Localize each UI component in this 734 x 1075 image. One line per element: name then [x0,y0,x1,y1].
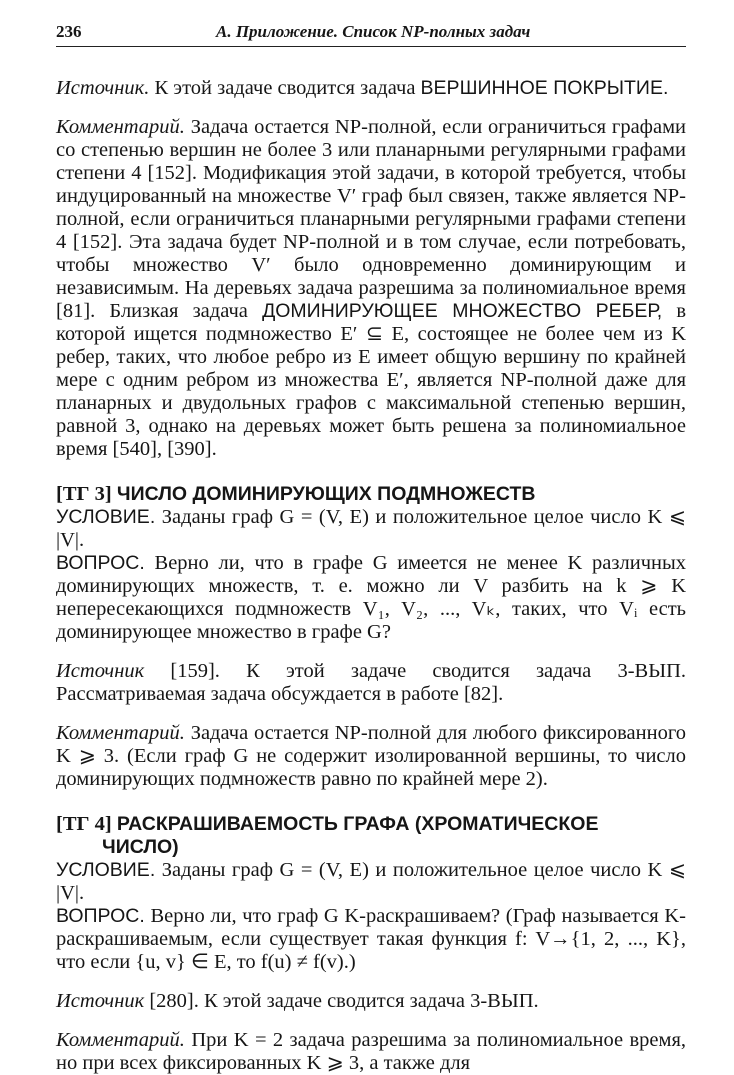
question-label: ВОПРОС. [56,552,145,574]
gt4-heading-continued [56,836,686,859]
question-text: Верно ли, что в графе G имеется не менее K различных доминирующих множеств, т. е. можно ли V разбить на k ⩾ K непересекающихся подмножеств V₁, V₂, ..., Vₖ, таких, что Vᵢ есть доминирующее множество в графе G? [56,552,687,643]
comment-text: При K = 2 задача разрешима за полиномиальное время, но при всех фиксированных K ⩾ 3, а также для [56,1029,687,1074]
problem-code: [ТГ 3] [56,483,112,505]
comment-label: Комментарий. [56,1029,185,1051]
problem-title: РАСКРАШИВАЕМОСТЬ ГРАФА (ХРОМАТИЧЕСКОЕ [116,813,599,835]
gt3-heading [56,483,686,506]
source-label: Источник [56,660,145,682]
problem-title-continued: ЧИСЛО) [102,836,179,858]
problem-name: ВЕРШИННОЕ ПОКРЫТИЕ. [420,77,669,99]
running-title: А. Приложение. Список NP-полных задач [216,22,531,41]
source-label: Источник. [56,77,150,99]
gt4-source [56,990,686,1013]
comment-text: Задача остается NP-полной, если ограничиться графами со степенью вершин не более 3 или планарными регулярными графами степени 4 [152]. Модификация этой задачи, в которой требуется, чтобы индуцированный на множестве V′ граф был связен, также является NP-полной, если ограничиться планарными регулярными графами степени 4 [152]. Эта задача будет NP-полной и в том случае, если потребовать, чтобы множество V′ было одновременно доминирующим и независимым. На деревьях задача разрешима за полиномиальное время [81]. Близкая задача [56,116,687,322]
comment-text-continued: в которой ищется подмножество E′ ⊆ E, состоящее не более чем из K ребер, таких, что любое ребро из E имеет общую вершину по крайней мере с одним ребром из множества E′, является NP-полной даже для планарных и двудольных графов с максимальной степенью вершин, равной 3, однако на деревьях может быть решена за полиномиальное время [540], [390]. [56,300,687,460]
gt4-heading [56,813,686,836]
condition-label: УСЛОВИЕ. [56,506,156,528]
vc-source [56,77,686,100]
page-number: 236 [56,22,82,41]
gt4-question [56,905,686,974]
gt3-source [56,660,686,706]
condition-text: Заданы граф G = (V, E) и положительное целое число K ⩽ |V|. [56,859,687,904]
comment-label: Комментарий. [56,722,185,744]
gt3-question [56,552,686,644]
condition-text: Заданы граф G = (V, E) и положительное целое число K ⩽ |V|. [56,506,687,551]
question-label: ВОПРОС. [56,905,145,927]
source-text: [280]. К этой задаче сводится задача 3-ВЫП. [149,990,539,1012]
source-text: [159]. К этой задаче сводится задача 3-ВЫП. Рассматриваемая задача обсуждается в работе [82]. [56,660,687,705]
gt4-comment [56,1029,686,1075]
page-header [56,20,686,47]
problem-title: ЧИСЛО ДОМИНИРУЮЩИХ ПОДМНОЖЕСТВ [116,483,536,505]
problem-code: [ТГ 4] [56,813,112,835]
gt4-condition [56,859,686,905]
gt3-comment [56,722,686,791]
book-page [56,20,686,1075]
comment-label: Комментарий. [56,116,185,138]
vc-comment [56,116,686,461]
gt3-condition [56,506,686,552]
condition-label: УСЛОВИЕ. [56,859,156,881]
problem-name: ДОМИНИРУЮЩЕЕ МНОЖЕСТВО РЕБЕР, [262,300,663,322]
source-text: К этой задаче сводится задача [154,77,416,99]
source-label: Источник [56,990,145,1012]
question-text: Верно ли, что граф G K-раскрашиваем? (Граф называется K-раскрашиваемым, если существует такая функция f: V→{1, 2, ..., K}, что если {u, v} ∈ E, то f(u) ≠ f(v).) [56,905,687,973]
page-body [56,77,686,1075]
comment-text: Задача остается NP-полной для любого фиксированного K ⩾ 3. (Если граф G не содержит изолированной вершины, то число доминирующих подмножеств равно по крайней мере 2). [56,722,686,790]
